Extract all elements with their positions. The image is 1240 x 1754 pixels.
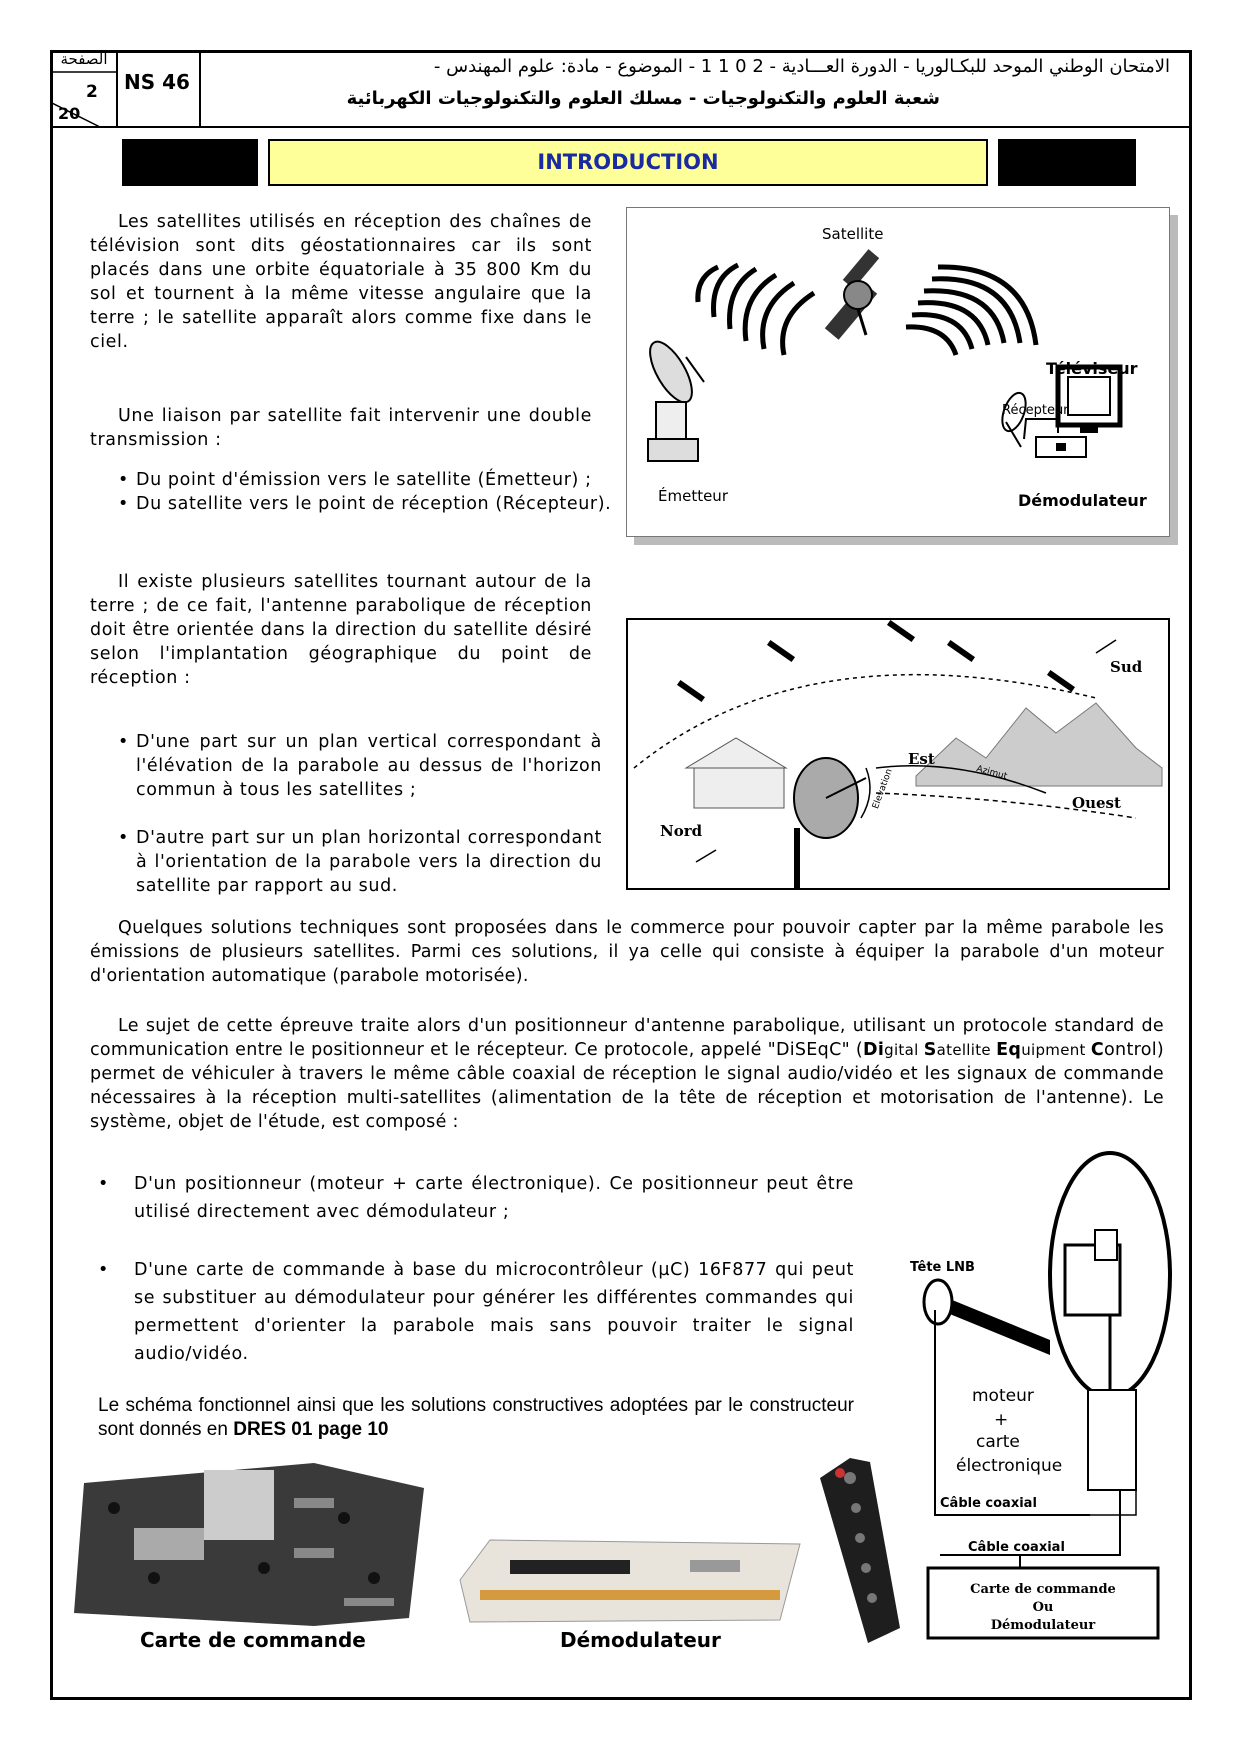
intro-paragraph-1 — [90, 210, 592, 354]
label-command-box-3: Démodulateur — [990, 1618, 1096, 1633]
list-item-positionneur: • D'un positionneur (moteur + carte électronique). Ce positionneur peut être utilisé directement avec démodulateur ; — [98, 1170, 854, 1226]
page-number: 2 — [86, 82, 98, 102]
header-title: الامتحان الوطني الموحد للبكـالوريا - الدورة العـــادية - 2 0 1 1 - الموضوع - مادة: علوم المهندس - — [433, 56, 1170, 77]
satellite-icon — [767, 640, 795, 662]
control-board-photo — [64, 1448, 434, 1638]
label-sud: Sud — [1110, 658, 1143, 676]
paragraph-text: gital — [884, 1041, 924, 1059]
label-tete-lnb: Tête LNB — [910, 1260, 975, 1275]
label-satellite: Satellite — [822, 225, 884, 243]
page-label: الصفحة — [60, 50, 108, 68]
label-plus: + — [994, 1410, 1009, 1430]
label-azimut: Azimut — [975, 764, 1009, 782]
figure-orientation — [626, 618, 1178, 890]
lnb-arm-icon — [940, 1295, 1050, 1355]
positioner-drawing — [900, 1150, 1190, 1650]
intro-paragraph-3-text: Il existe plusieurs satellites tournant autour de la terre ; de ce fait, l'antenne parabolique de réception doit être orientée dans la direction du satellite désiré selon l'implantation géographique du point de réception : — [90, 572, 592, 688]
satellite-icon — [1047, 670, 1075, 692]
list-item-emetteur: • Du point d'émission vers le satellite (Émetteur) ; — [118, 468, 618, 492]
intro-paragraph-3 — [90, 570, 592, 690]
lnb-head-icon — [924, 1280, 952, 1324]
orientation-drawing — [626, 618, 1170, 890]
exam-code: NS 46 — [124, 70, 190, 94]
acronym-letter: S — [923, 1040, 937, 1060]
intro-paragraph-4 — [90, 916, 1164, 988]
black-block-left — [122, 139, 258, 186]
acronym-letter: Eq — [996, 1040, 1022, 1060]
demodulator-photo — [450, 1530, 820, 1630]
emitter-dish-icon — [642, 336, 704, 461]
label-elevation: Elevation — [871, 767, 895, 811]
satellite-icon — [677, 680, 705, 702]
label-est: Est — [908, 750, 935, 768]
list-item-text: D'une part sur un plan vertical correspondant à l'élévation de la parabole au dessus de l'horizon commun à tous les satellites ; — [136, 732, 602, 800]
intro-paragraph-4-text: Quelques solutions techniques sont proposées dans le commerce pour pouvoir capter par la même parabole les émissions de plusieurs satellites. Parmi ces solutions, il ya celle qui consiste à équiper la parabole d'un moteur d'orientation automatique (parabole motorisée). — [90, 918, 1164, 986]
acronym-letter: C — [1090, 1040, 1105, 1060]
intro-paragraph-2 — [90, 404, 592, 452]
intro-paragraph-5 — [90, 1014, 1164, 1134]
satellite-icon — [825, 249, 879, 340]
motor-box-icon — [1088, 1390, 1136, 1490]
black-block-right — [998, 139, 1136, 186]
house-icon — [686, 738, 786, 808]
page-total: 20 — [58, 104, 81, 123]
label-command-box-2: Ou — [1032, 1600, 1054, 1615]
label-ouest: Ouest — [1072, 794, 1121, 812]
label-emetteur: Émetteur — [658, 487, 728, 505]
list-item-recepteur: • Du satellite vers le point de réception (Récepteur). — [118, 492, 638, 516]
satellite-icon — [947, 640, 975, 662]
document-reference: DRES 01 page 10 — [233, 1419, 389, 1440]
label-carte: carte — [976, 1432, 1020, 1452]
figure-satellite-link — [626, 207, 1178, 547]
acronym-letter: Di — [863, 1040, 885, 1060]
label-televiseur: Téléviseur — [1046, 359, 1138, 378]
list-item-text: Du satellite vers le point de réception (Récepteur). — [136, 494, 612, 514]
paragraph-text: atellite — [936, 1041, 997, 1059]
parabolic-dish-icon — [794, 758, 866, 890]
label-command-box-1: Carte de commande — [970, 1582, 1116, 1597]
list-item-text: Du point d'émission vers le satellite (Émetteur) ; — [136, 470, 592, 490]
label-demodulateur: Démodulateur — [1018, 491, 1147, 510]
label-nord: Nord — [660, 822, 703, 840]
label-recepteur: Récepteur — [1002, 403, 1069, 418]
header-divider — [50, 126, 1192, 128]
label-electronique: électronique — [956, 1456, 1063, 1476]
arrow-icon — [1096, 640, 1116, 653]
list-item-azimut: • D'autre part sur un plan horizontal correspondant à l'orientation de la parabole vers la direction du satellite par rapport au sud. — [118, 828, 602, 896]
intro-paragraph-1-text: Les satellites utilisés en réception des chaînes de télévision sont dits géostationnaires car ils sont placés dans une orbite équatoriale à 35 800 Km du sol et tournent à la même vitesse angulaire que la terre ; le satellite apparaît alors comme fixe dans le ciel. — [90, 212, 592, 352]
header-subtitle: شعبة العلوم والتكنولوجيات - مسلك العلوم والتكنولوجيات الكهربائية — [346, 88, 940, 109]
paragraph-text: Le sujet de cette épreuve traite alors d'un positionneur d'antenne parabolique, utilisant un protocole standard de communication entre le positionneur et le récepteur. Ce protocole, appelé "DiSEqC" ( — [90, 1016, 1164, 1060]
list-item-elevation: • D'une part sur un plan vertical correspondant à l'élévation de la parabole au dessus de l'horizon commun à tous les satellites ; — [118, 732, 602, 800]
list-item-text: D'un positionneur (moteur + carte électronique). Ce positionneur peut être utilisé directement avec démodulateur ; — [134, 1174, 854, 1222]
label-cable-coaxial-2: Câble coaxial — [968, 1540, 1065, 1555]
list-item-text: D'une carte de commande à base du microcontrôleur (µC) 16F877 qui peut se substituer au démodulateur pour générer les différentes commandes qui permettent d'orienter la parabole mais sans pouvoir traiter le signal audio/vidéo. — [134, 1260, 854, 1364]
caption-demodulateur: Démodulateur — [560, 1628, 721, 1652]
paragraph-text: Le schéma fonctionnel ainsi que les solutions constructives adoptées par le constructeur sont donnés en — [98, 1395, 854, 1440]
list-item-text: D'autre part sur un plan horizontal correspondant à l'orientation de la parabole vers la direction du satellite par rapport au sud. — [136, 828, 602, 896]
remote-control-photo — [810, 1448, 910, 1648]
paragraph-text: uipment — [1021, 1041, 1091, 1059]
figure-positioner — [900, 1150, 1190, 1650]
satellite-icon — [887, 620, 915, 642]
label-cable-coaxial-1: Câble coaxial — [940, 1496, 1037, 1511]
section-title: INTRODUCTION — [537, 150, 719, 174]
label-moteur: moteur — [972, 1386, 1034, 1406]
arrow-icon — [696, 850, 716, 862]
list-item-carte-commande: • D'une carte de commande à base du microcontrôleur (µC) 16F877 qui peut se substituer au démodulateur pour générer les différentes commandes qui permettent d'orienter la parabole mais sans pouvoir traiter le signal audio/vidéo. — [98, 1256, 854, 1368]
intro-paragraph-2-text: Une liaison par satellite fait intervenir une double transmission : — [90, 406, 592, 450]
intro-paragraph-6 — [98, 1394, 854, 1442]
caption-carte-commande: Carte de commande — [140, 1628, 366, 1652]
paragraph-text: ontrol) permet de véhiculer à travers le même câble coaxial de réception le signal audio/vidéo et les signaux de commande nécessaires à la réception multi-satellites (alimentation de la tête de réception et motorisation de l'antenne). Le système, objet de l'étude, est composé : — [90, 1040, 1165, 1132]
